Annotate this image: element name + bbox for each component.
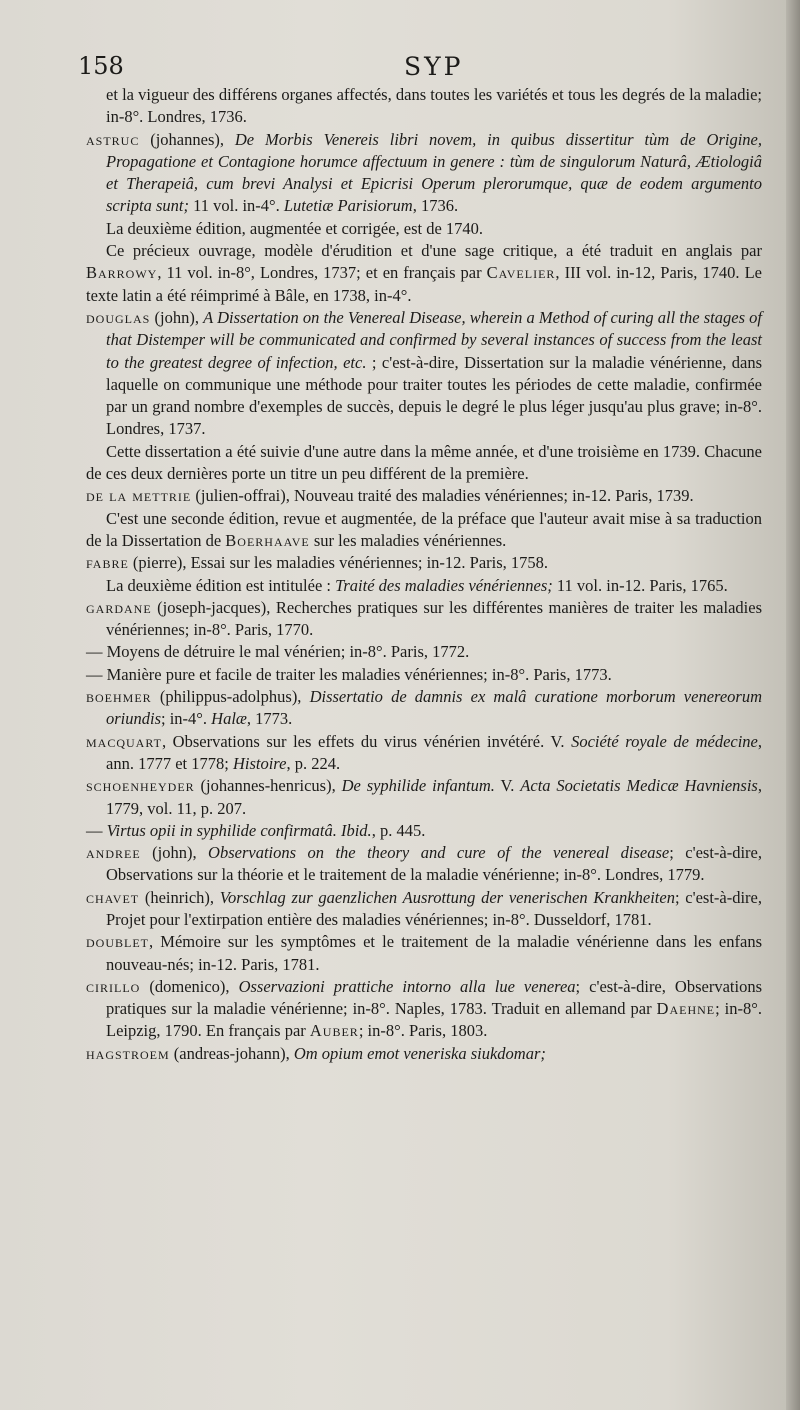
bibliography-entry [86, 307, 762, 441]
work-title: Société royale de médecine [571, 731, 758, 751]
work-title: Histoire [232, 753, 287, 773]
text-run: — [86, 820, 107, 840]
note-paragraph [86, 575, 762, 597]
note-paragraph [86, 218, 762, 240]
text-run: , 1773. [246, 709, 293, 729]
text-run: ; c'est-à-dire, Observations sur la théorie et le traitement de la maladie vénérienne; in-8°. Londres, 1779. [106, 843, 762, 885]
author-name: Auber [309, 1021, 359, 1041]
running-head: SYP [404, 52, 464, 81]
author-name: boehmer [86, 687, 152, 707]
bibliography-entry [86, 887, 762, 932]
text-run: (john), [150, 307, 204, 327]
bibliography-entry [86, 686, 762, 731]
note-paragraph [86, 240, 762, 307]
page-number: 158 [78, 52, 124, 80]
text-run: La deuxième édition est intitulée : [106, 575, 336, 595]
note-paragraph [86, 441, 762, 486]
author-name: andree [86, 843, 141, 863]
work-title: Lutetiæ Parisiorum [283, 196, 413, 216]
author-name: douglas [86, 307, 151, 327]
author-name: astruc [86, 129, 140, 149]
text-run: V. [494, 776, 521, 796]
text-run: , 1736. [412, 196, 459, 216]
continued-entry [86, 84, 762, 129]
text-run: ; c'est-à-dire, Observations pratiques sur la maladie vénérienne; in-8°. Naples, 1783. Traduit en allemand par [106, 976, 762, 1019]
text-run: ; in-8°. Leipzig, 1790. En français par [106, 999, 762, 1041]
text-run: sur les maladies vénériennes. [309, 530, 507, 550]
page-header [78, 50, 758, 84]
work-title: Observations on the theory and cure of the venereal disease [208, 843, 670, 863]
note-paragraph [86, 508, 762, 553]
text-run: (john), [140, 843, 209, 863]
bibliography-entry [86, 842, 762, 887]
text-run: , p. 445. [371, 820, 426, 840]
text-run: (johannes-henricus), [194, 776, 342, 796]
text-run: (joseph-jacques), Recherches pratiques sur les différentes manières de traiter les maladies vénériennes; in-8°. Paris, 1770. [106, 597, 762, 640]
text-run: La deuxième édition, augmentée et corrigée, est de 1740. [106, 218, 484, 238]
work-title: Traité des maladies vénériennes; [335, 575, 553, 595]
bibliography-entry [86, 731, 762, 776]
text-run: , p. 224. [286, 753, 341, 773]
text-run: (julien-offrai), Nouveau traité des maladies vénériennes; in-12. Paris, 1739. [191, 486, 694, 506]
work-title: Om opium emot veneriska siukdomar; [293, 1043, 546, 1063]
text-run: 11 vol. in-12. Paris, 1765. [552, 575, 728, 595]
author-name: hagstroem [86, 1043, 170, 1063]
author-name: gardane [86, 597, 152, 617]
text-run: ; c'est-à-dire, Projet pour l'extirpation entière des maladies vénériennes; in-8°. Dusseldorf, 1781. [106, 887, 762, 929]
work-title: Osservazioni prattiche intorno alla lue venerea [238, 976, 576, 996]
text-run: 11 vol. in-4°. [188, 196, 284, 216]
text-run: , Observations sur les effets du virus vénérien invétéré. V. [161, 731, 572, 751]
text-run: , ann. 1777 et 1778; [106, 731, 763, 773]
text-run: (domenico), [140, 976, 239, 996]
text-run: , 1779, vol. 11, p. 207. [106, 776, 762, 818]
text-run: (pierre), Essai sur les maladies vénériennes; in-12. Paris, 1758. [128, 553, 549, 573]
text-run: ; in-4°. [161, 709, 212, 729]
text-run: (andreas-johann), [169, 1043, 294, 1063]
text-run: , Mémoire sur les symptômes et le traitement de la maladie vénérienne dans les enfans nouveau-nés; in-12. Paris, 1781. [106, 932, 762, 974]
bibliography-entry [86, 1043, 762, 1065]
bibliography-entry [86, 552, 762, 574]
text-run: , 11 vol. in-8°, Londres, 1737; et en français par [157, 263, 487, 283]
page-edge-shadow [786, 0, 800, 1410]
work-title: Dissertatio de damnis ex malâ curatione morborum venereorum oriundis [106, 687, 762, 729]
bibliography-entry [86, 641, 762, 663]
text-run: C'est une seconde édition, revue et augmentée, de la préface que l'auteur avait mise à sa traduction de la Dissertation de [86, 508, 762, 550]
bibliography-entry [86, 820, 762, 842]
text-run: — Moyens de détruire le mal vénérien; in-8°. Paris, 1772. [86, 642, 470, 662]
author-name: Daehne [656, 999, 716, 1019]
bibliography-entry [86, 976, 762, 1043]
work-title: A Dissertation on the Venereal Disease, wherein a Method of curing all the stages of that Distemper will be communicated and confirmed by several instances of success from the least to the greatest degree of infection, etc. [106, 307, 763, 372]
bibliography-entry [86, 775, 762, 820]
text-run: (philippus-adolphus), [151, 687, 310, 707]
text-run: Ce précieux ouvrage, modèle d'érudition et d'une sage critique, a été traduit en anglais par [106, 241, 762, 261]
bibliography-entry [86, 597, 762, 642]
work-title: Halæ [211, 709, 247, 729]
author-name: cirillo [86, 976, 141, 996]
work-title: De syphilide infantum. [341, 776, 495, 796]
text-run: ; c'est-à-dire, Dissertation sur la maladie vénérienne, dans laquelle on communique une méthode pour traiter toutes les périodes de cette maladie, confirmée par un grand nombre d'exemples de succès, depuis le degré le plus léger jusqu'au plus grave; in-8°. Londres, 1737. [106, 352, 762, 439]
text-run: — Manière pure et facile de traiter les maladies vénériennes; in-8°. Paris, 1773. [86, 664, 612, 684]
author-name: Boerhaave [225, 530, 310, 550]
text-run: ; in-8°. Paris, 1803. [358, 1021, 488, 1041]
bibliography-entry [86, 129, 762, 218]
text-run: , III vol. in-12, Paris, 1740. Le texte latin a été réimprimé à Bâle, en 1738, in-4°. [86, 263, 762, 305]
text-run: et la vigueur des différens organes affectés, dans toutes les variétés et tous les degrés de la maladie; in-8°. Londres, 1736. [106, 85, 762, 127]
work-title: Virtus opii in syphilide confirmatâ. Ibid. [106, 820, 372, 840]
text-run: Cette dissertation a été suivie d'une autre dans la même année, et d'une troisième en 1739. Chacune de ces deux dernières porte un titre un peu différent de la première. [86, 441, 762, 484]
author-name: macquart [86, 731, 162, 751]
text-run: (heinrich), [139, 887, 220, 907]
author-name: Barrowy [86, 263, 158, 283]
author-name: fabre [86, 553, 129, 573]
author-name: schoenheyder [86, 776, 195, 796]
author-name: doublet [86, 932, 149, 952]
bibliography-entry [86, 664, 762, 686]
bibliography-entry [86, 485, 762, 507]
bibliography-entry [86, 931, 762, 976]
author-name: chavet [86, 887, 140, 907]
text-run: (johannes), [139, 129, 235, 149]
work-title: De Morbis Venereis libri novem, in quibus dissertitur tùm de Origine, Propagatione et Contagione horumce affectuum in genere : tùm de singulorum Naturâ, Ætiologiâ et Therapeiâ, cum brevi Analysi et Epicrisi Operum plerorumque, quæ de eodem argumento scripta sunt; [106, 129, 762, 216]
work-title: Vorschlag zur gaenzlichen Ausrottung der venerischen Krankheiten [219, 887, 675, 907]
author-name: Cavelier [486, 263, 556, 283]
author-name: de la mettrie [86, 486, 192, 506]
bibliography-text [86, 84, 762, 1065]
work-title: Acta Societatis Medicæ Havniensis [520, 776, 758, 796]
